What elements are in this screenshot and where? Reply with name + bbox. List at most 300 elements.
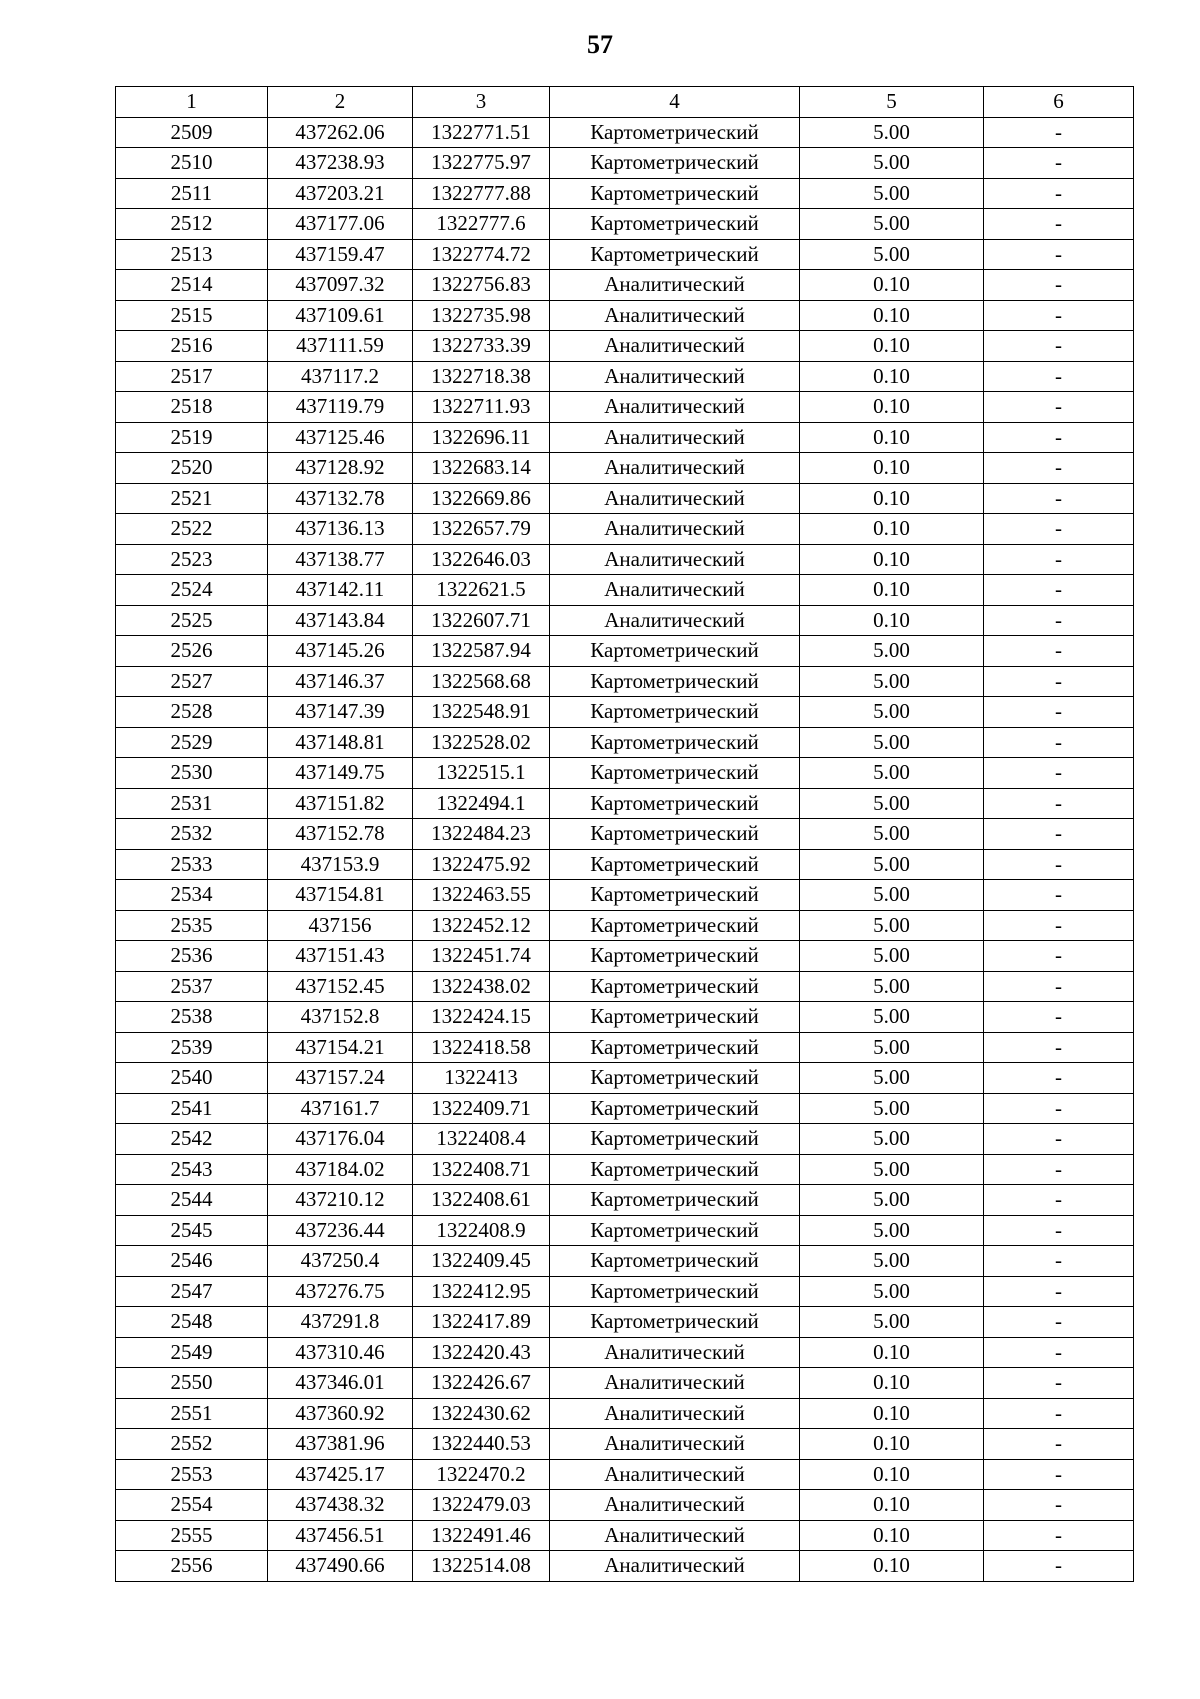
accuracy-cell: 5.00 [800, 819, 984, 850]
note-cell: - [984, 300, 1134, 331]
note-cell: - [984, 788, 1134, 819]
y-coordinate-cell: 1322409.71 [413, 1093, 550, 1124]
x-coordinate-cell: 437151.82 [268, 788, 413, 819]
y-coordinate-cell: 1322548.91 [413, 697, 550, 728]
accuracy-cell: 5.00 [800, 880, 984, 911]
note-cell: - [984, 270, 1134, 301]
table-row [116, 1398, 1134, 1429]
method-cell: Картометрический [550, 1032, 800, 1063]
table-row [116, 788, 1134, 819]
note-cell: - [984, 361, 1134, 392]
accuracy-cell: 5.00 [800, 1307, 984, 1338]
method-cell: Картометрический [550, 819, 800, 850]
y-coordinate-cell: 1322479.03 [413, 1490, 550, 1521]
accuracy-cell: 0.10 [800, 1459, 984, 1490]
accuracy-cell: 0.10 [800, 1429, 984, 1460]
accuracy-cell: 5.00 [800, 727, 984, 758]
accuracy-cell: 5.00 [800, 239, 984, 270]
method-cell: Картометрический [550, 148, 800, 179]
x-coordinate-cell: 437117.2 [268, 361, 413, 392]
method-cell: Картометрический [550, 880, 800, 911]
accuracy-cell: 5.00 [800, 758, 984, 789]
point-number-cell: 2525 [116, 605, 268, 636]
point-number-cell: 2555 [116, 1520, 268, 1551]
accuracy-cell: 0.10 [800, 361, 984, 392]
point-number-cell: 2539 [116, 1032, 268, 1063]
note-cell: - [984, 453, 1134, 484]
y-coordinate-cell: 1322756.83 [413, 270, 550, 301]
table-row [116, 483, 1134, 514]
accuracy-cell: 5.00 [800, 1246, 984, 1277]
table-row [116, 300, 1134, 331]
method-cell: Картометрический [550, 117, 800, 148]
point-number-cell: 2526 [116, 636, 268, 667]
accuracy-cell: 5.00 [800, 117, 984, 148]
table-row [116, 422, 1134, 453]
point-number-cell: 2515 [116, 300, 268, 331]
x-coordinate-cell: 437425.17 [268, 1459, 413, 1490]
point-number-cell: 2544 [116, 1185, 268, 1216]
accuracy-cell: 5.00 [800, 1276, 984, 1307]
coordinates-table [115, 86, 1134, 1582]
column-header-4: 4 [550, 87, 800, 118]
y-coordinate-cell: 1322475.92 [413, 849, 550, 880]
x-coordinate-cell: 437097.32 [268, 270, 413, 301]
point-number-cell: 2545 [116, 1215, 268, 1246]
accuracy-cell: 0.10 [800, 300, 984, 331]
accuracy-cell: 0.10 [800, 270, 984, 301]
y-coordinate-cell: 1322451.74 [413, 941, 550, 972]
x-coordinate-cell: 437262.06 [268, 117, 413, 148]
y-coordinate-cell: 1322417.89 [413, 1307, 550, 1338]
table-row [116, 1551, 1134, 1582]
y-coordinate-cell: 1322621.5 [413, 575, 550, 606]
point-number-cell: 2518 [116, 392, 268, 423]
point-number-cell: 2524 [116, 575, 268, 606]
method-cell: Картометрический [550, 1093, 800, 1124]
x-coordinate-cell: 437360.92 [268, 1398, 413, 1429]
accuracy-cell: 0.10 [800, 1368, 984, 1399]
method-cell: Картометрический [550, 971, 800, 1002]
accuracy-cell: 5.00 [800, 148, 984, 179]
x-coordinate-cell: 437154.81 [268, 880, 413, 911]
table-row [116, 544, 1134, 575]
accuracy-cell: 0.10 [800, 1398, 984, 1429]
note-cell: - [984, 1337, 1134, 1368]
note-cell: - [984, 117, 1134, 148]
accuracy-cell: 0.10 [800, 1520, 984, 1551]
note-cell: - [984, 819, 1134, 850]
x-coordinate-cell: 437132.78 [268, 483, 413, 514]
accuracy-cell: 5.00 [800, 849, 984, 880]
method-cell: Картометрический [550, 209, 800, 240]
x-coordinate-cell: 437250.4 [268, 1246, 413, 1277]
table-header-row [116, 87, 1134, 118]
y-coordinate-cell: 1322438.02 [413, 971, 550, 1002]
note-cell: - [984, 1032, 1134, 1063]
note-cell: - [984, 1551, 1134, 1582]
y-coordinate-cell: 1322657.79 [413, 514, 550, 545]
table-row [116, 697, 1134, 728]
point-number-cell: 2533 [116, 849, 268, 880]
x-coordinate-cell: 437146.37 [268, 666, 413, 697]
note-cell: - [984, 1307, 1134, 1338]
x-coordinate-cell: 437438.32 [268, 1490, 413, 1521]
x-coordinate-cell: 437156 [268, 910, 413, 941]
point-number-cell: 2542 [116, 1124, 268, 1155]
page-number: 57 [587, 30, 613, 59]
point-number-cell: 2536 [116, 941, 268, 972]
table-row [116, 1246, 1134, 1277]
table-row [116, 239, 1134, 270]
note-cell: - [984, 727, 1134, 758]
table-row [116, 1337, 1134, 1368]
accuracy-cell: 0.10 [800, 605, 984, 636]
y-coordinate-cell: 1322491.46 [413, 1520, 550, 1551]
point-number-cell: 2540 [116, 1063, 268, 1094]
column-header-3: 3 [413, 87, 550, 118]
method-cell: Аналитический [550, 422, 800, 453]
x-coordinate-cell: 437456.51 [268, 1520, 413, 1551]
table-row [116, 1276, 1134, 1307]
point-number-cell: 2527 [116, 666, 268, 697]
note-cell: - [984, 666, 1134, 697]
accuracy-cell: 5.00 [800, 697, 984, 728]
x-coordinate-cell: 437125.46 [268, 422, 413, 453]
note-cell: - [984, 1154, 1134, 1185]
note-cell: - [984, 1002, 1134, 1033]
table-row [116, 453, 1134, 484]
x-coordinate-cell: 437151.43 [268, 941, 413, 972]
point-number-cell: 2547 [116, 1276, 268, 1307]
y-coordinate-cell: 1322774.72 [413, 239, 550, 270]
accuracy-cell: 0.10 [800, 514, 984, 545]
x-coordinate-cell: 437153.9 [268, 849, 413, 880]
x-coordinate-cell: 437143.84 [268, 605, 413, 636]
point-number-cell: 2511 [116, 178, 268, 209]
point-number-cell: 2553 [116, 1459, 268, 1490]
table-row [116, 1368, 1134, 1399]
method-cell: Картометрический [550, 178, 800, 209]
method-cell: Картометрический [550, 1154, 800, 1185]
accuracy-cell: 0.10 [800, 392, 984, 423]
column-header-2: 2 [268, 87, 413, 118]
method-cell: Аналитический [550, 1551, 800, 1582]
table-row [116, 1307, 1134, 1338]
accuracy-cell: 5.00 [800, 666, 984, 697]
table-row [116, 941, 1134, 972]
note-cell: - [984, 758, 1134, 789]
y-coordinate-cell: 1322418.58 [413, 1032, 550, 1063]
x-coordinate-cell: 437176.04 [268, 1124, 413, 1155]
note-cell: - [984, 1490, 1134, 1521]
y-coordinate-cell: 1322777.88 [413, 178, 550, 209]
note-cell: - [984, 910, 1134, 941]
method-cell: Картометрический [550, 239, 800, 270]
point-number-cell: 2551 [116, 1398, 268, 1429]
x-coordinate-cell: 437177.06 [268, 209, 413, 240]
note-cell: - [984, 392, 1134, 423]
note-cell: - [984, 331, 1134, 362]
y-coordinate-cell: 1322430.62 [413, 1398, 550, 1429]
accuracy-cell: 0.10 [800, 1337, 984, 1368]
y-coordinate-cell: 1322408.9 [413, 1215, 550, 1246]
point-number-cell: 2521 [116, 483, 268, 514]
accuracy-cell: 5.00 [800, 910, 984, 941]
table-row [116, 636, 1134, 667]
point-number-cell: 2556 [116, 1551, 268, 1582]
accuracy-cell: 0.10 [800, 544, 984, 575]
table-row [116, 605, 1134, 636]
table-row [116, 178, 1134, 209]
point-number-cell: 2541 [116, 1093, 268, 1124]
x-coordinate-cell: 437184.02 [268, 1154, 413, 1185]
y-coordinate-cell: 1322494.1 [413, 788, 550, 819]
y-coordinate-cell: 1322587.94 [413, 636, 550, 667]
table-row [116, 880, 1134, 911]
point-number-cell: 2554 [116, 1490, 268, 1521]
note-cell: - [984, 605, 1134, 636]
x-coordinate-cell: 437119.79 [268, 392, 413, 423]
y-coordinate-cell: 1322412.95 [413, 1276, 550, 1307]
table-row [116, 1459, 1134, 1490]
method-cell: Картометрический [550, 1276, 800, 1307]
accuracy-cell: 5.00 [800, 1185, 984, 1216]
point-number-cell: 2552 [116, 1429, 268, 1460]
y-coordinate-cell: 1322463.55 [413, 880, 550, 911]
table-row [116, 819, 1134, 850]
y-coordinate-cell: 1322452.12 [413, 910, 550, 941]
note-cell: - [984, 1093, 1134, 1124]
x-coordinate-cell: 437136.13 [268, 514, 413, 545]
accuracy-cell: 5.00 [800, 1063, 984, 1094]
x-coordinate-cell: 437157.24 [268, 1063, 413, 1094]
note-cell: - [984, 1276, 1134, 1307]
point-number-cell: 2531 [116, 788, 268, 819]
point-number-cell: 2509 [116, 117, 268, 148]
method-cell: Аналитический [550, 453, 800, 484]
x-coordinate-cell: 437142.11 [268, 575, 413, 606]
note-cell: - [984, 1368, 1134, 1399]
y-coordinate-cell: 1322718.38 [413, 361, 550, 392]
method-cell: Аналитический [550, 361, 800, 392]
table-row [116, 148, 1134, 179]
x-coordinate-cell: 437210.12 [268, 1185, 413, 1216]
accuracy-cell: 0.10 [800, 331, 984, 362]
table-row [116, 758, 1134, 789]
x-coordinate-cell: 437147.39 [268, 697, 413, 728]
x-coordinate-cell: 437203.21 [268, 178, 413, 209]
method-cell: Картометрический [550, 727, 800, 758]
y-coordinate-cell: 1322426.67 [413, 1368, 550, 1399]
note-cell: - [984, 544, 1134, 575]
note-cell: - [984, 209, 1134, 240]
table-row [116, 1520, 1134, 1551]
table-row [116, 1093, 1134, 1124]
method-cell: Аналитический [550, 1337, 800, 1368]
accuracy-cell: 5.00 [800, 1154, 984, 1185]
table-row [116, 727, 1134, 758]
table-row [116, 575, 1134, 606]
accuracy-cell: 5.00 [800, 178, 984, 209]
method-cell: Картометрический [550, 666, 800, 697]
method-cell: Картометрический [550, 1002, 800, 1033]
note-cell: - [984, 575, 1134, 606]
y-coordinate-cell: 1322470.2 [413, 1459, 550, 1490]
point-number-cell: 2519 [116, 422, 268, 453]
x-coordinate-cell: 437152.8 [268, 1002, 413, 1033]
method-cell: Картометрический [550, 636, 800, 667]
table-row [116, 971, 1134, 1002]
method-cell: Картометрический [550, 1215, 800, 1246]
method-cell: Картометрический [550, 1063, 800, 1094]
accuracy-cell: 5.00 [800, 1002, 984, 1033]
note-cell: - [984, 483, 1134, 514]
y-coordinate-cell: 1322711.93 [413, 392, 550, 423]
method-cell: Аналитический [550, 514, 800, 545]
method-cell: Аналитический [550, 605, 800, 636]
y-coordinate-cell: 1322669.86 [413, 483, 550, 514]
y-coordinate-cell: 1322514.08 [413, 1551, 550, 1582]
accuracy-cell: 5.00 [800, 209, 984, 240]
note-cell: - [984, 178, 1134, 209]
y-coordinate-cell: 1322568.68 [413, 666, 550, 697]
method-cell: Картометрический [550, 849, 800, 880]
table-row [116, 1429, 1134, 1460]
y-coordinate-cell: 1322408.61 [413, 1185, 550, 1216]
point-number-cell: 2548 [116, 1307, 268, 1338]
method-cell: Картометрический [550, 910, 800, 941]
method-cell: Аналитический [550, 392, 800, 423]
x-coordinate-cell: 437161.7 [268, 1093, 413, 1124]
note-cell: - [984, 880, 1134, 911]
point-number-cell: 2534 [116, 880, 268, 911]
method-cell: Аналитический [550, 575, 800, 606]
x-coordinate-cell: 437145.26 [268, 636, 413, 667]
x-coordinate-cell: 437152.78 [268, 819, 413, 850]
method-cell: Картометрический [550, 697, 800, 728]
method-cell: Аналитический [550, 331, 800, 362]
column-header-5: 5 [800, 87, 984, 118]
method-cell: Аналитический [550, 1520, 800, 1551]
table-row [116, 209, 1134, 240]
accuracy-cell: 5.00 [800, 788, 984, 819]
column-header-1: 1 [116, 87, 268, 118]
accuracy-cell: 0.10 [800, 453, 984, 484]
note-cell: - [984, 422, 1134, 453]
x-coordinate-cell: 437310.46 [268, 1337, 413, 1368]
method-cell: Картометрический [550, 758, 800, 789]
table-row [116, 849, 1134, 880]
y-coordinate-cell: 1322408.4 [413, 1124, 550, 1155]
method-cell: Аналитический [550, 544, 800, 575]
point-number-cell: 2516 [116, 331, 268, 362]
y-coordinate-cell: 1322735.98 [413, 300, 550, 331]
point-number-cell: 2513 [116, 239, 268, 270]
table-row [116, 1154, 1134, 1185]
table-row [116, 1124, 1134, 1155]
note-cell: - [984, 1185, 1134, 1216]
point-number-cell: 2510 [116, 148, 268, 179]
method-cell: Аналитический [550, 1429, 800, 1460]
method-cell: Аналитический [550, 1368, 800, 1399]
point-number-cell: 2532 [116, 819, 268, 850]
accuracy-cell: 0.10 [800, 422, 984, 453]
note-cell: - [984, 1429, 1134, 1460]
method-cell: Картометрический [550, 1246, 800, 1277]
y-coordinate-cell: 1322409.45 [413, 1246, 550, 1277]
accuracy-cell: 5.00 [800, 971, 984, 1002]
method-cell: Картометрический [550, 788, 800, 819]
x-coordinate-cell: 437109.61 [268, 300, 413, 331]
point-number-cell: 2528 [116, 697, 268, 728]
accuracy-cell: 5.00 [800, 1093, 984, 1124]
point-number-cell: 2517 [116, 361, 268, 392]
table-row [116, 1032, 1134, 1063]
method-cell: Аналитический [550, 270, 800, 301]
accuracy-cell: 5.00 [800, 1032, 984, 1063]
table-row [116, 910, 1134, 941]
y-coordinate-cell: 1322607.71 [413, 605, 550, 636]
note-cell: - [984, 1124, 1134, 1155]
table-row [116, 1185, 1134, 1216]
table-row [116, 1490, 1134, 1521]
y-coordinate-cell: 1322777.6 [413, 209, 550, 240]
point-number-cell: 2529 [116, 727, 268, 758]
x-coordinate-cell: 437238.93 [268, 148, 413, 179]
note-cell: - [984, 1215, 1134, 1246]
table-row [116, 331, 1134, 362]
accuracy-cell: 0.10 [800, 1490, 984, 1521]
note-cell: - [984, 1459, 1134, 1490]
column-header-6: 6 [984, 87, 1134, 118]
point-number-cell: 2530 [116, 758, 268, 789]
x-coordinate-cell: 437128.92 [268, 453, 413, 484]
point-number-cell: 2512 [116, 209, 268, 240]
point-number-cell: 2520 [116, 453, 268, 484]
x-coordinate-cell: 437291.8 [268, 1307, 413, 1338]
y-coordinate-cell: 1322775.97 [413, 148, 550, 179]
method-cell: Картометрический [550, 1124, 800, 1155]
y-coordinate-cell: 1322683.14 [413, 453, 550, 484]
x-coordinate-cell: 437149.75 [268, 758, 413, 789]
x-coordinate-cell: 437381.96 [268, 1429, 413, 1460]
note-cell: - [984, 636, 1134, 667]
accuracy-cell: 5.00 [800, 1215, 984, 1246]
table-row [116, 666, 1134, 697]
x-coordinate-cell: 437346.01 [268, 1368, 413, 1399]
method-cell: Аналитический [550, 1490, 800, 1521]
method-cell: Картометрический [550, 1307, 800, 1338]
table-row [116, 361, 1134, 392]
accuracy-cell: 0.10 [800, 483, 984, 514]
note-cell: - [984, 1520, 1134, 1551]
note-cell: - [984, 697, 1134, 728]
table-row [116, 1063, 1134, 1094]
method-cell: Аналитический [550, 1398, 800, 1429]
method-cell: Картометрический [550, 1185, 800, 1216]
method-cell: Аналитический [550, 1459, 800, 1490]
point-number-cell: 2514 [116, 270, 268, 301]
x-coordinate-cell: 437490.66 [268, 1551, 413, 1582]
x-coordinate-cell: 437111.59 [268, 331, 413, 362]
point-number-cell: 2538 [116, 1002, 268, 1033]
y-coordinate-cell: 1322646.03 [413, 544, 550, 575]
point-number-cell: 2535 [116, 910, 268, 941]
table-row [116, 117, 1134, 148]
note-cell: - [984, 148, 1134, 179]
note-cell: - [984, 1398, 1134, 1429]
